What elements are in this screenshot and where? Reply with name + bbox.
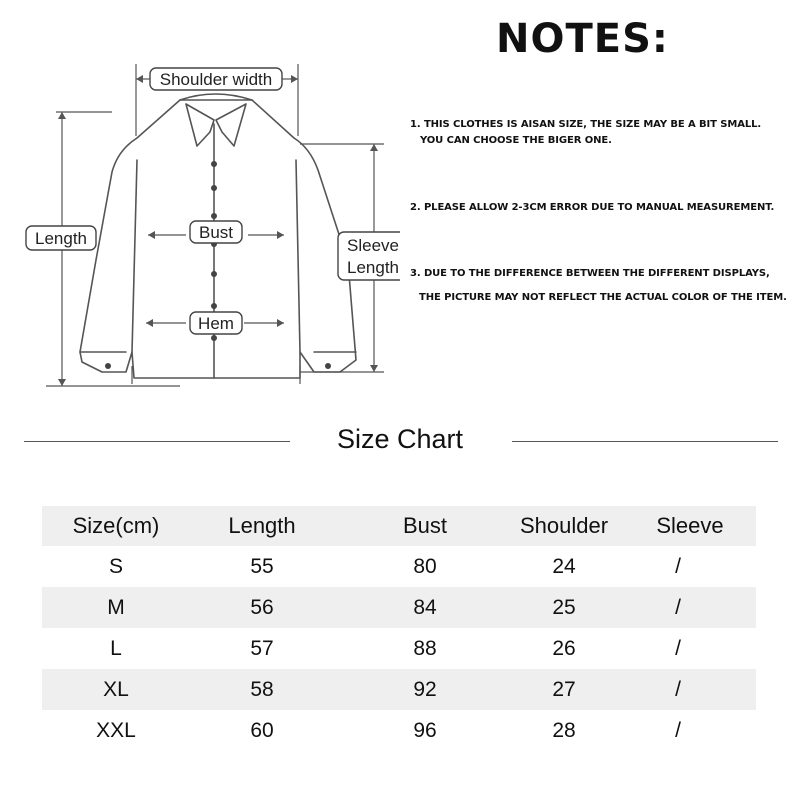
- note-3-continued: THE PICTURE MAY NOT REFLECT THE ACTUAL COLOR OF THE ITEM.: [419, 292, 787, 303]
- table-header-row: [42, 506, 756, 546]
- length-cell: 60: [250, 718, 274, 742]
- sleeve-length-label-line2: Length: [347, 258, 399, 277]
- column-header-size: Size(cm): [72, 513, 160, 538]
- notes-title: NOTES:: [496, 16, 669, 62]
- right-sleeve-inner: [296, 160, 300, 352]
- measurement-diagram: [0, 0, 400, 400]
- size-table: [42, 506, 756, 751]
- collar-band: [180, 94, 252, 100]
- table-row: [42, 669, 756, 710]
- sleeve-cell: /: [675, 595, 681, 619]
- shoulder-cell: 24: [552, 554, 576, 578]
- table-row: [42, 546, 756, 587]
- column-header-length: Length: [228, 513, 296, 538]
- table-row: [42, 587, 756, 628]
- collar-right: [216, 104, 246, 146]
- size-chart-title: Size Chart: [336, 424, 464, 454]
- length-cell: 58: [250, 677, 274, 701]
- left-sleeve-inner: [132, 160, 137, 352]
- shoulder-cell: 28: [552, 718, 576, 742]
- sleeve-cell: /: [675, 677, 681, 701]
- column-header-bust: Bust: [402, 513, 448, 538]
- note-3: 3. DUE TO THE DIFFERENCE BETWEEN THE DIFFERENT DISPLAYS,: [410, 268, 770, 279]
- shoulder-cell: 26: [552, 636, 576, 660]
- length-cell: 56: [250, 595, 274, 619]
- shoulder-width-label: Shoulder width: [159, 70, 273, 89]
- bust-cell: 80: [413, 554, 437, 578]
- sleeve-length-label-line1: Sleeve: [347, 236, 399, 255]
- note-1: 1. THIS CLOTHES IS AISAN SIZE, THE SIZE MAY BE A BIT SMALL.: [410, 119, 762, 130]
- column-header-shoulder: Shoulder: [519, 513, 609, 538]
- size-cell: L: [110, 636, 122, 660]
- collar-left: [186, 104, 214, 146]
- shoulder-cell: 25: [552, 595, 576, 619]
- bust-cell: 84: [413, 595, 437, 619]
- bust-cell: 92: [413, 677, 437, 701]
- bust-cell: 88: [413, 636, 437, 660]
- bust-label: Bust: [198, 223, 234, 242]
- shoulder-cell: 27: [552, 677, 576, 701]
- size-cell: S: [108, 554, 123, 578]
- hem-label: Hem: [198, 314, 234, 333]
- sleeve-cell: /: [675, 718, 681, 742]
- sleeve-cell: /: [675, 554, 681, 578]
- sleeve-cell: /: [675, 636, 681, 660]
- size-cell: XXL: [96, 718, 136, 742]
- table-row: [42, 710, 756, 751]
- length-label: Length: [35, 229, 87, 248]
- divider-right: [512, 441, 778, 442]
- size-cell: M: [107, 595, 125, 619]
- length-cell: 55: [250, 554, 274, 578]
- table-row: [42, 628, 756, 669]
- note-2: 2. PLEASE ALLOW 2-3CM ERROR DUE TO MANUAL MEASUREMENT.: [410, 202, 775, 213]
- length-cell: 57: [250, 636, 274, 660]
- note-1-continued: YOU CAN CHOOSE THE BIGER ONE.: [420, 135, 612, 146]
- size-cell: XL: [103, 677, 129, 701]
- column-header-sleeve: Sleeve: [656, 513, 724, 538]
- bust-cell: 96: [413, 718, 437, 742]
